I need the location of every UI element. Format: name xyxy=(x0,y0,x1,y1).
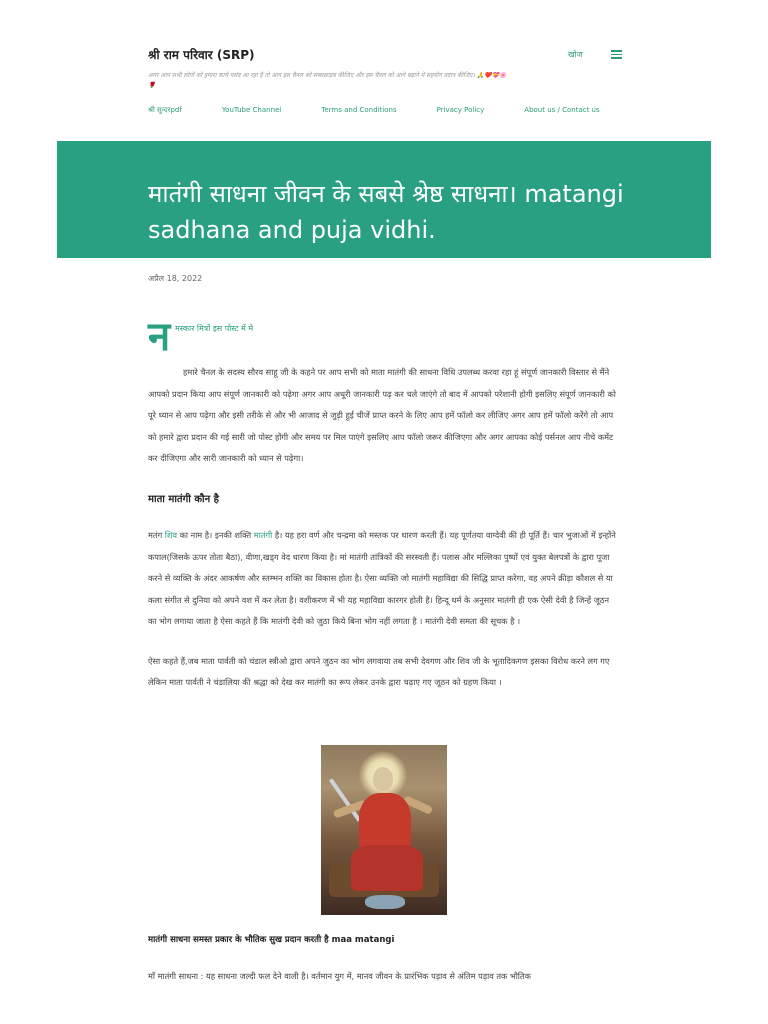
paragraph-sadhana: माँ मातंगी साधना : यह साधना जल्दी फल देने वाली है। वर्तमान युग में, मानव जीवन के प्रारंभिक पड़ाव से अंतिम पड़ाव तक भौतिक xyxy=(148,971,531,981)
heading-who-is-matangi: माता मातंगी कौन है xyxy=(148,493,219,505)
nav-item-privacy[interactable]: Privacy Policy xyxy=(436,106,485,114)
hamburger-menu-icon[interactable] xyxy=(611,50,622,59)
site-header xyxy=(148,46,628,91)
para2-text-c: है। यह हरा वर्ण और चन्द्रमा को मस्तक पर धारण करती हैं। यह पूर्णतया वाग्देवी की ही पूर्ति हैं। चार भुजाओं में इन्होंने कपाल(जिसके ऊपर तोता बैठा), वीणा,खड्ग वेद धारण किया है। मां मातंगी तांत्रिकों की सरस्वती हैं। पलास और मल्लिका पुष्पों एवं युक्त बेलपत्रों के द्वारा पूजा करने से व्यक्ति के अंदर आकर्षण और स्तम्भन शक्ति का विकास होता है। ऐसा व्यक्ति जो मातंगी महाविद्या की सिद्धि प्राप्त करेगा, वह अपने क्रीड़ा कौशल से या कला संगीत से दुनिया को अपने वश में कर लेता है। वशीकरण में भी यह महाविद्या कारगर होती है। हिन्दू धर्म के अनुसार मातंगी ही एक ऐसी देवी है जिन्हें जूठन का भोग लगाया जाता है ऐसा कहते हैं कि मातंगी देवी को जुठा किये बिना भोग नहीं लगता है । मातंगी देवी समता की सूचक है । xyxy=(148,530,616,626)
paragraph-matangi xyxy=(148,525,620,633)
post-title-banner xyxy=(57,141,711,258)
heading-sadhana-benefits: मातंगी साधना समस्त प्रकार के भौतिक सुख प्रदान करती है maa matangi xyxy=(148,935,395,945)
search-button[interactable]: खोज xyxy=(568,50,583,59)
nav-item-about[interactable]: About us / Contact us xyxy=(524,106,600,114)
goddess-image[interactable] xyxy=(321,745,447,915)
nav-item-terms[interactable]: Terms and Conditions xyxy=(321,106,397,114)
intro-text: मस्कार मित्रों इस पोस्ट में मे xyxy=(175,324,254,333)
intro-line xyxy=(148,314,620,362)
site-title[interactable]: श्री राम परिवार (SRP) xyxy=(148,48,255,62)
paragraph-intro: हमारे चैनल के सदस्य सौरव साहू जी के कहने पर आप सभी को माता मातंगी की साधना विधि उपलब्ध करवा रहा हूं संपूर्ण जानकारी विस्तार से मैंने आपको प्रदान किया आप संपूर्ण जानकारी को पढ़ेगा अगर आप अधूरी जानकारी पढ़ कर चले जाएंगे तो बाद में आपको परेशानी होगी इसलिए संपूर्ण जानकारी को पूरे ध्यान से आप पढ़ेगा और इसी तरीके से और भी आजाद से जुड़ी हुई चीजें प्राप्त करने के लिए आप हमें फॉलो कर लीजिए अगर आप हमें फॉलो करेंगे तो आप को हमारे द्वारा प्रदान की गई सारी जो पोस्ट होंगी और समय पर मिल पाएंगे इसलिए आप फॉलो जरूर कीजिएगा और अगर आपका कोई पर्सनल आप नीचे कमेंट कर दीजिएगा और सारी जानकारी को ध्यान से पढ़ेगा। xyxy=(148,367,616,463)
site-description: अगर आप सभी लोगों को हमारा कार्य पसंद आ रहा है तो आप इस चैनल को सब्सक्राइब कीजिए और इस चैनल को आगे बढ़ाने में सहयोग प्रदान कीजिए। 🙏❤️💝🌸🌹 xyxy=(148,72,507,89)
post-title: मातंगी साधना जीवन के सबसे श्रेष्ठ साधना। matangi sadhana and puja vidhi. xyxy=(148,180,624,244)
nav-item-youtube[interactable]: YouTube Channel xyxy=(221,106,282,114)
post-date[interactable]: अप्रैल 18, 2022 xyxy=(148,274,203,283)
link-shiv[interactable]: शिव xyxy=(164,530,178,540)
nav-item-sundar-pdf[interactable]: श्री सुन्दरpdf xyxy=(148,106,182,114)
figure-robe-shape xyxy=(351,845,423,891)
para2-text-b: का नाम है। इनकी शक्ति xyxy=(177,530,254,540)
figure-base-shape xyxy=(365,895,405,909)
top-nav xyxy=(148,106,640,115)
figure-head-shape xyxy=(373,767,393,791)
dropcap: न xyxy=(148,314,171,360)
header-actions xyxy=(568,49,622,60)
para2-text-a: मतंग xyxy=(148,530,165,540)
post-body xyxy=(148,314,620,694)
link-matangi[interactable]: मातंगी xyxy=(253,530,273,540)
paragraph-story: ऐसा कहते हैं,जब माता पार्वती को चंडाल स्त्रीओ द्वारा अपने जुठन का भोग लगवाया तब सभी देवगण और शिव जी के भूतादिकगण इसका विरोध करने लग गए लेकिन माता पार्वती ने चंडालिया की श्रद्धा को देख कर मातंगी का रूप लेकर उनके द्वारा चढ़ाए गए जूठन को ग्रहण किया । xyxy=(148,655,610,687)
